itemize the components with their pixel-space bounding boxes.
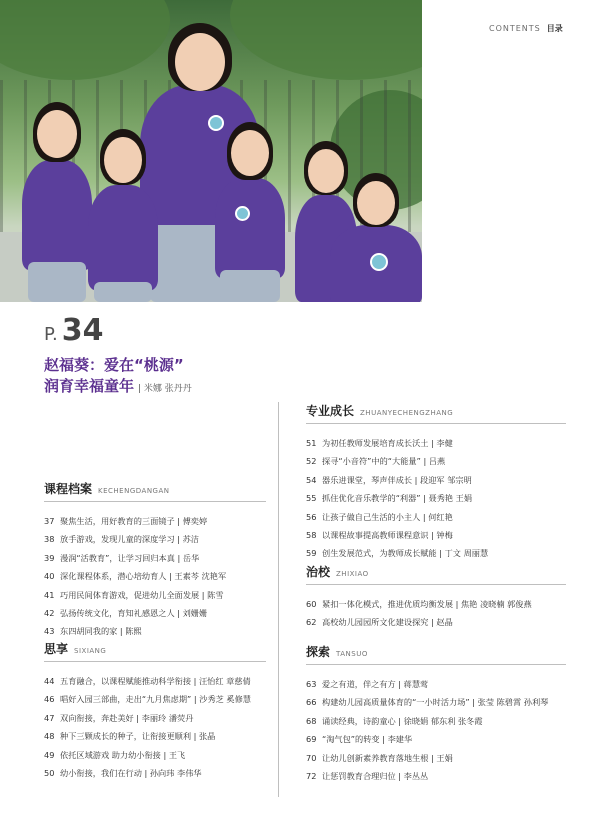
section-kecheng [44,480,266,641]
toc-item[interactable] [306,749,566,767]
toc-item-title: 抓住优化音乐教学的“利器” | 聂秀艳 王娟 [322,493,473,504]
toc-item-title: 弘扬传统文化，育知礼感恩之人 | 刘姗姗 [60,608,208,619]
toc-page-number: 46 [44,694,55,705]
section-tansuo [306,643,566,785]
toc-page-number: 72 [306,771,317,782]
feature-title-line2: 润育幸福童年 [44,377,135,395]
toc-item[interactable] [44,622,266,640]
toc-item-title: “淘气包”的转变 | 李建华 [322,734,413,745]
toc-page-number: 63 [306,679,317,689]
contents-en: CONTENTS [489,24,541,33]
column-divider [278,402,279,797]
toc-item[interactable] [306,675,566,693]
toc-item[interactable] [44,586,266,604]
section-title: 专业成长 ZHUANYECHENGZHANG [306,404,454,418]
toc-item-title: 探寻“小音符”中的“大能量” | 吕燕 [322,456,446,467]
toc-item[interactable] [44,727,266,745]
toc-item-title: 爱之有道，伴之有方 | 蒋慧莺 [322,679,429,689]
toc-item[interactable] [306,595,566,613]
toc-item[interactable] [306,452,566,470]
toc-item-title: 创生发展范式，为教师成长赋能 | 丁文 周丽慧 [322,548,489,559]
child-figure [22,160,92,270]
toc-item[interactable] [44,690,266,708]
toc-item-title: 漫润“活教育”，让学习回归本真 | 岳华 [60,552,200,563]
toc-page-number: 37 [44,516,55,526]
toc-item-title: 聚焦生活，用好教育的三面镜子 | 傅奕婷 [60,516,208,526]
toc-item-title: 东四胡同我的家 | 陈熙 [60,626,142,637]
toc-page-number: 44 [44,676,55,686]
toc-page-number: 42 [44,608,55,619]
toc-item-title: 为初任教师发展培育成长沃土 | 李健 [322,438,453,448]
toc-item[interactable] [44,549,266,567]
toc-page-number: 52 [306,456,317,467]
child-figure [330,225,422,302]
toc-page-number: 55 [306,493,317,504]
toc-item[interactable] [306,508,566,526]
toc-item-title: 器乐进课堂，琴声伴成长 | 段迎军 邹宗明 [322,474,472,485]
toc-item[interactable] [306,730,566,748]
toc-item-title: 放手游戏，发现儿童的深度学习 | 苏洁 [60,534,199,545]
toc-page-number: 59 [306,548,317,559]
toc-item-title: 巧用民间体育游戏，促进幼儿全面发展 | 陈雪 [60,589,224,600]
toc-page-number: 56 [306,511,317,522]
section-title: 治校 ZHIXIAO [306,565,369,579]
toc-item-title: 幼小衔接，我们在行动 | 孙向玮 李伟华 [60,768,202,779]
section-title: 思享 SIXIANG [44,642,107,656]
toc-item-title: 深化课程体系，潜心培幼育人 | 王素芩 沈艳军 [60,571,227,582]
toc-item[interactable] [306,489,566,507]
toc-page-number: 43 [44,626,55,637]
toc-page-number: 47 [44,712,55,723]
toc-page-number: 69 [306,734,317,745]
child-figure [215,178,285,278]
toc-item[interactable] [44,604,266,622]
section-zhuanye [306,402,566,563]
toc-item-title: 以课程故事提高教师课程意识 | 钟梅 [322,530,453,541]
toc-page-number: 49 [44,749,55,760]
toc-item[interactable] [306,767,566,785]
section-title: 课程档案 KECHENGDANGAN [44,482,170,496]
toc-page-number: 38 [44,534,55,545]
toc-item-title: 唱好入园三部曲，走出“九月焦虑期” | 沙秀芝 奚修慧 [60,694,251,705]
toc-item-title: 五育融合，以课程赋能推动科学衔接 | 汪怡红 章慈倩 [60,676,251,686]
toc-item-title: 让幼儿创新素养教育落地生根 | 王娟 [322,752,453,763]
toc-page-number: 70 [306,752,317,763]
feature-author: | 米娜 张丹丹 [138,384,192,394]
toc-page-number: 58 [306,530,317,541]
cover-photo [0,0,422,302]
toc-item-title: 诵读经典，诗韵童心 | 徐晓娟 郁东利 张冬霞 [322,715,483,726]
toc-item[interactable] [306,526,566,544]
page-prefix: P. [44,324,58,345]
toc-item[interactable] [306,712,566,730]
page-number: 34 [61,313,104,348]
section-sixiang [44,640,266,782]
toc-item[interactable] [44,530,266,548]
toc-item[interactable] [44,512,266,530]
contents-header [489,23,563,34]
toc-item[interactable] [44,709,266,727]
toc-page-number: 51 [306,438,317,448]
toc-page-number: 68 [306,715,317,726]
feature-title[interactable] [44,355,192,400]
toc-item-title: 双向衔接，奔赴美好 | 李丽玲 潘荧丹 [60,712,194,723]
toc-item[interactable] [44,746,266,764]
toc-page-number: 40 [44,571,55,582]
toc-page-number: 62 [306,617,317,628]
toc-page-number: 54 [306,474,317,485]
toc-item[interactable] [44,567,266,585]
toc-page-number: 50 [44,768,55,779]
feature-page-ref [44,313,104,348]
toc-page-number: 48 [44,731,55,742]
toc-page-number: 66 [306,697,317,708]
toc-item-title: 让惩罚教育合理归位 | 李丛丛 [322,771,429,782]
toc-item[interactable] [306,544,566,562]
section-zhixiao [306,563,566,632]
toc-page-number: 39 [44,552,55,563]
toc-item-title: 依托区域游戏 助力幼小衔接 | 王飞 [60,749,186,760]
toc-item-title: 种下三颗成长的种子，让衔接更顺利 | 张晶 [60,731,216,742]
toc-item[interactable] [306,693,566,711]
toc-item-title: 构建幼儿园高质量体育的“一小时活力场” | 张莹 陈碧霄 孙利琴 [322,697,549,708]
contents-cn: 目录 [546,24,563,33]
toc-page-number: 60 [306,599,317,609]
child-figure [88,185,158,290]
toc-item[interactable] [306,434,566,452]
feature-title-line1: 赵福葵：爱在“桃源” [44,356,184,374]
toc-item[interactable] [306,471,566,489]
toc-page-number: 41 [44,589,55,600]
toc-item-title: 高校幼儿园园所文化建设探究 | 赵晶 [322,617,453,628]
toc-item-title: 让孩子做自己生活的小主人 | 何红艳 [322,511,453,522]
section-title: 探索 TANSUO [306,645,368,659]
toc-item[interactable] [44,672,266,690]
toc-item-title: 紧扣一体化模式，推进优质均衡发展 | 焦艳 凌晓楠 郭俊燕 [322,599,532,609]
toc-item[interactable] [306,613,566,631]
toc-item[interactable] [44,764,266,782]
